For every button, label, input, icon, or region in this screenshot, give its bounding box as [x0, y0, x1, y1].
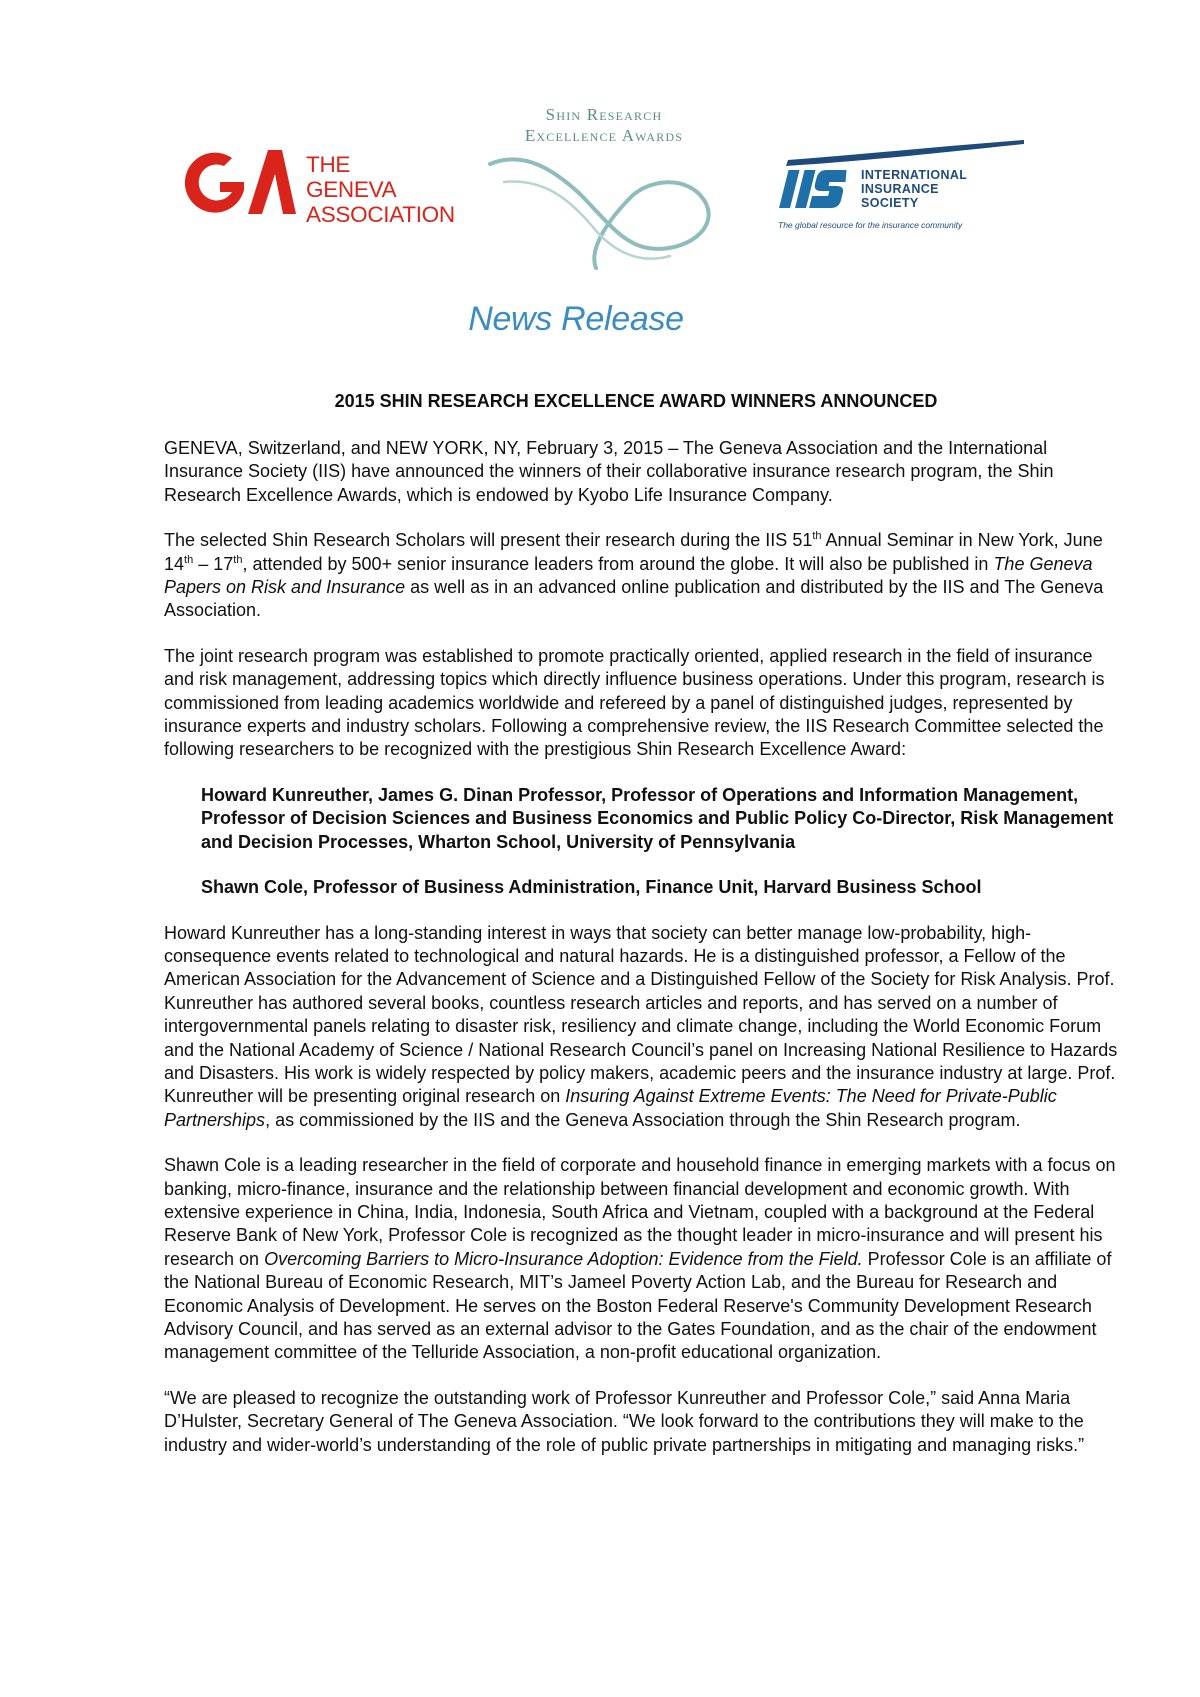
p4-text-b: , as commissioned by the IIS and the Geneva Association through the Shin Research program.	[265, 1109, 1021, 1130]
p2-text-a: The selected Shin Research Scholars will present their research during the IIS 51	[164, 530, 813, 551]
ga-line-1: THE	[306, 152, 351, 177]
ga-line-2: GENEVA	[306, 177, 397, 202]
p5-text-a: Shawn Cole is a leading researcher in the field of corporate and household finance in emerging markets with a focus on banking, micro-finance, insurance and the relationship between financial development and economic growth. With extensive experience in China, India, Indonesia, South Africa and Vietnam, coupled with a background at the Federal Reserve Bank of New York, Professor Cole is recognized as the thought leader in micro-insurance and will present his research on	[164, 1155, 1116, 1269]
shin-awards-wordmark	[484, 104, 724, 146]
p2-sup-3: th	[233, 553, 243, 566]
p2-publication-title: The Geneva Papers on Risk and Insurance	[164, 553, 1093, 598]
p2-text-c: – 17	[193, 553, 234, 574]
p2-sup-2: th	[184, 553, 194, 566]
geneva-association-wordmark	[306, 152, 455, 227]
iis-line-1: INTERNATIONAL	[861, 168, 968, 182]
release-body	[164, 437, 1124, 1479]
p5-research-title: Overcoming Barriers to Micro-Insurance Adoption: Evidence from the Field.	[264, 1248, 863, 1269]
shin-line-2: Excellence Awards	[524, 126, 684, 145]
paragraph-seminar	[164, 529, 1124, 623]
winner-kunreuther: Howard Kunreuther, James G. Dinan Professor, Professor of Operations and Information Management, Professor of Decision Sciences and Business Economics and Public Policy Co-Director, Risk Management and Decision Processes, Wharton School, University of Pennsylvania	[201, 784, 1114, 852]
shin-line-1: Shin Research	[545, 105, 663, 124]
paragraph-quote: “We are pleased to recognize the outstanding work of Professor Kunreuther and Professor Cole,” said Anna Maria D’Hulster, Secretary General of The Geneva Association. “We look forward to the contributions they will make to the industry and wider-world’s understanding of the role of public private partnerships in mitigating and managing risks.”	[164, 1387, 1085, 1455]
p2-text-b: Annual Seminar in New York, June 14	[164, 530, 1103, 574]
p4-text-a: Howard Kunreuther has a long-standing interest in ways that society can better manage low-probability, high-consequence events related to technological and natural hazards. He is a distinguished professor, a Fellow of the American Association for the Advancement of Science and a Distinguished Fellow of the Society for Risk Analysis. Prof. Kunreuther has authored several books, countless research articles and reports, and has served on a number of intergovernmental panels relating to disaster risk, resiliency and climate change, including the World Economic Forum and the National Academy of Science / National Research Council’s panel on Increasing National Resilience to Hazards and Disasters. His work is widely respected by policy makers, academic peers and the insurance industry at large. Prof. Kunreuther will be presenting original research on	[164, 922, 1118, 1107]
p2-sup-1: th	[812, 530, 822, 543]
paragraph-kunreuther-bio	[164, 922, 1124, 1133]
winner-cole: Shawn Cole, Professor of Business Administration, Finance Unit, Harvard Business School	[201, 877, 982, 898]
shin-awards-logo	[484, 104, 724, 274]
swirl-emblem-icon	[484, 148, 724, 274]
paragraph-program: The joint research program was established to promote practically oriented, applied research in the field of insurance and risk management, addressing topics which directly influence business operations. Under this program, research is commissioned from leading academics worldwide and refereed by a panel of distinguished judges, represented by insurance experts and industry scholars. Following a comprehensive review, the IIS Research Committee selected the following researchers to be recognized with the prestigious Shin Research Excellence Award:	[164, 645, 1105, 760]
p5-text-b: Professor Cole is an affiliate of the National Bureau of Economic Research, MIT’s Jameel Poverty Action Lab, and the Bureau for Research and Economic Analysis of Development. He serves on the Boston Federal Reserve's Community Development Research Advisory Council, and has served as an external advisor to the Gates Foundation, and as the chair of the endowment management committee of the Telluride Association, a non-profit educational organization.	[164, 1248, 1112, 1363]
paragraph-cole-bio	[164, 1154, 1124, 1365]
iis-wordmark	[861, 168, 967, 210]
iis-line-2: INSURANCE	[861, 182, 939, 196]
iis-line-3: SOCIETY	[861, 196, 919, 210]
geneva-association-logo	[184, 144, 454, 228]
iis-logo	[776, 140, 1026, 235]
p2-text-d: , attended by 500+ senior insurance leaders from around the globe. It will also be published in	[242, 553, 994, 574]
paragraph-intro: GENEVA, Switzerland, and NEW YORK, NY, February 3, 2015 – The Geneva Association and the International Insurance Society (IIS) have announced the winners of their collaborative insurance research program, the Shin Research Excellence Awards, which is endowed by Kyobo Life Insurance Company.	[164, 438, 1054, 505]
p2-text-e: as well as in an advanced online publication and distributed by the IIS and The Geneva Association.	[164, 577, 1104, 621]
p4-research-title: Insuring Against Extreme Events: The Need for Private-Public Partnerships	[164, 1086, 1057, 1130]
ga-line-3: ASSOCIATION	[306, 202, 455, 227]
news-release-title: News Release	[468, 300, 684, 338]
geneva-association-mark-icon	[184, 144, 296, 218]
iis-tagline: The global resource for the insurance community	[778, 220, 963, 230]
headline: 2015 SHIN RESEARCH EXCELLENCE AWARD WINNERS ANNOUNCED	[334, 391, 938, 411]
